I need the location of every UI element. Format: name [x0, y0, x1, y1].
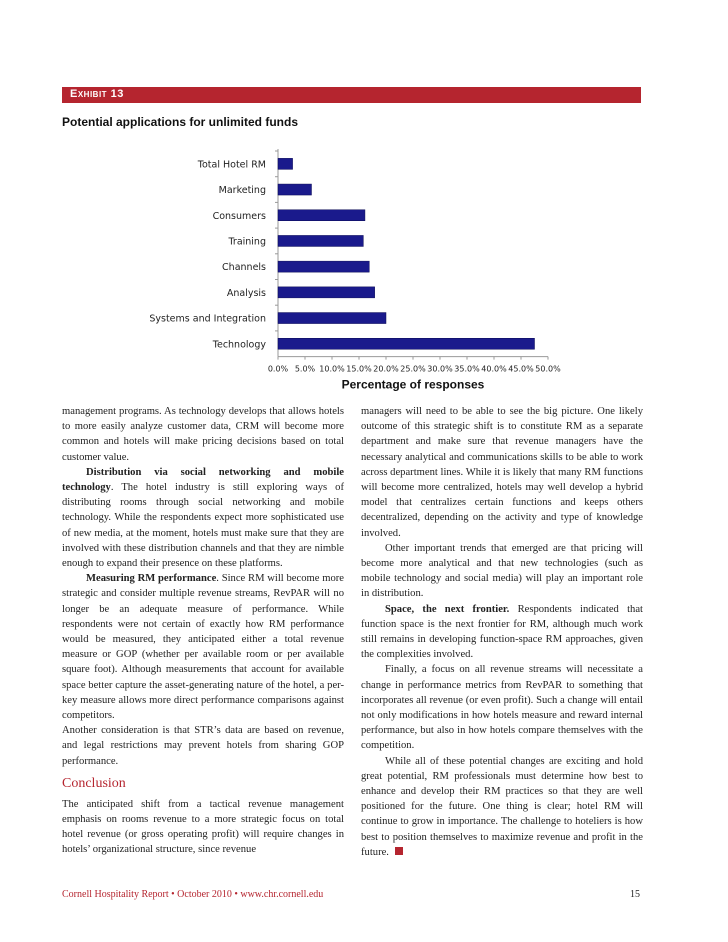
right-paragraph-4: Finally, a focus on all revenue streams will necessitate a change in performance metrics from RevPAR to something that incorporates all revenue (or even profit). Such a change will entail not only modifications in how hotels measure and reward internal performance, but also in how hotels compare themselves with the competition. [361, 664, 643, 752]
left-paragraph-5: The anticipated shift from a tactical revenue management emphasis on rooms revenue to a more strategic focus on total hotel revenue (or gross operating profit) will require changes in hotels’ organizational structure, since revenue [62, 798, 344, 856]
subheading-distribution: Distribution via social networking and mobile technology [62, 466, 344, 494]
subheading-measuring: Measuring RM performance [86, 573, 217, 585]
chart-tick-label: 30.0% [427, 364, 453, 374]
exhibit-header-bar [62, 87, 641, 103]
subheading-space: Space, the next frontier. [385, 603, 510, 615]
chart-tick-label: 0.0% [267, 364, 289, 374]
bar-chart [62, 140, 641, 398]
chart-category-label: Training [228, 236, 266, 248]
chart-category-label: Analysis [226, 287, 266, 299]
chart-category-label: Channels [222, 262, 266, 274]
end-mark-icon [395, 847, 403, 855]
right-column [361, 404, 643, 860]
right-paragraph-3 [361, 602, 643, 663]
conclusion-heading: Conclusion [62, 775, 126, 791]
chart-category-label: Consumers [212, 210, 266, 222]
chart-category-label: Systems and Integration [149, 313, 266, 325]
exhibit-title: Potential applications for unlimited funds [62, 115, 299, 129]
chart-bar [278, 158, 293, 169]
left-column [62, 404, 344, 858]
footer-citation: Cornell Hospitality Report • October 2010 • www.chr.cornell.edu [62, 889, 324, 900]
chart-tick-label: 45.0% [508, 364, 534, 374]
exhibit-label: Exhibit 13 [70, 88, 124, 100]
chart-bar [278, 287, 375, 298]
chart-tick-label: 35.0% [454, 364, 480, 374]
chart-bar [278, 184, 311, 195]
chart-tick-label: 20.0% [373, 364, 399, 374]
chart-tick-label: 5.0% [294, 364, 316, 374]
left-paragraph-2-body: . The hotel industry is still exploring ways of distributing rooms through social networking and mobile technology. While the respondents expect more sophisticated use of new media, at the moment, hotels must make sure that they are involved with these distribution channels and that they are nimble enough to expand their presence on these platforms. [62, 482, 344, 570]
chart-tick-label: 50.0% [535, 364, 561, 374]
chart-category-label: Technology [212, 339, 266, 351]
chart-bar [278, 235, 363, 246]
right-paragraph-1: managers will need to be able to see the big picture. One likely outcome of this strategic shift is to constitute RM as a separate department and make sure that revenue managers have the necessary analytical and communications skills to be able to work across department lines. While it is likely that many RM functions will become more centralized, hotels may well develop a hybrid model that centralizes certain functions and keeps others decentralized, depending on the activity and type of knowledge involved. [361, 406, 643, 539]
chart-bar [278, 338, 535, 349]
right-paragraph-5-body: While all of these potential changes are exciting and hold great potential, RM professionals must determine how best to enhance and develop their RM practices so that they are well positioned for the future. One thing is clear; hotel RM will continue to grow in importance. The challenge to hoteliers is how best to position themselves to maximize revenue and profit in the future. [361, 755, 643, 858]
chart-tick-label: 10.0% [319, 364, 345, 374]
left-paragraph-4: Another consideration is that STR’s data are based on revenue, and legal restrictions may prevent hotels from sharing GOP performance. [62, 725, 344, 767]
left-paragraph-3-body: . Since RM will become more strategic and consider multiple revenue streams, RevPAR will no longer be an adequate measure of performance. While respondents were not certain of exactly how RM performance would be measured, they anticipated either a total revenue measure or GOP (whether per available room or per available square foot). Although measurements that account for available space better capture the asset-generating nature of the hotel, a per-key measure allows more direct performance comparisons against competitors. [62, 573, 344, 722]
chart-bar [278, 210, 365, 221]
page-number: 15 [630, 889, 640, 900]
chart-category-label: Total Hotel RM [197, 159, 266, 171]
left-paragraph-1: management programs. As technology develops that allows hotels to more easily analyze customer data, CRM will become more common and hotels will make pricing decisions based on total customer value. [62, 406, 344, 463]
chart-bar [278, 313, 386, 324]
left-paragraph-3 [62, 571, 344, 723]
chart-x-axis-label: Percentage of responses [341, 377, 485, 392]
left-paragraph-2 [62, 465, 344, 571]
chart-tick-label: 40.0% [481, 364, 507, 374]
right-paragraph-3-body: Respondents indicated that function space is the next frontier for RM, although much work still remains in developing function-space RM approaches, given the complexities involved. [361, 603, 643, 661]
chart-bar [278, 261, 369, 272]
right-paragraph-2: Other important trends that emerged are that pricing will become more analytical and that new technologies (such as mobile technology and social media) will play an important role in distribution. [361, 542, 643, 600]
chart-category-label: Marketing [218, 185, 266, 197]
chart-tick-label: 25.0% [400, 364, 426, 374]
right-paragraph-5 [361, 754, 643, 860]
chart-tick-label: 15.0% [346, 364, 372, 374]
